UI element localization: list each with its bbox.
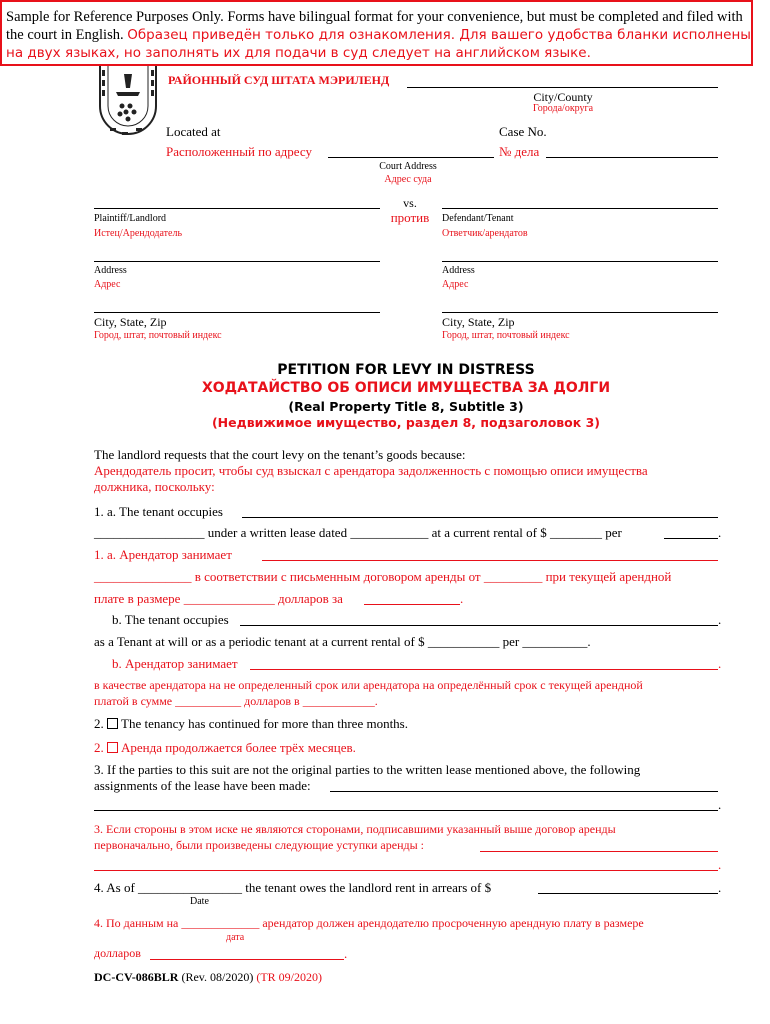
p1b-premises-field-ru[interactable] bbox=[250, 669, 718, 670]
notice-russian: Образец приведён только для ознакомления. Для вашего удобства бланки исполнены на двух языках, но заполнять их для подачи в суд следует на английском языке. bbox=[6, 27, 751, 61]
p3-assignments-field[interactable] bbox=[330, 791, 718, 792]
p1b-label-ru: b. Арендатор занимает bbox=[112, 656, 238, 671]
p1a-period-dot-ru: . bbox=[460, 591, 464, 606]
p2-text: The tenancy has continued for more than three months. bbox=[121, 716, 408, 731]
plaintiff-label: Plaintiff/Landlord bbox=[94, 213, 167, 224]
vs-label-ru: против bbox=[390, 210, 430, 225]
p2-number-ru: 2. bbox=[94, 740, 104, 755]
p4-text: 4. As of ________________ the tenant owes the landlord rent in arrears of $ bbox=[94, 880, 492, 895]
p1a-line3-ru: плате в размере ______________ долларов за bbox=[94, 591, 343, 606]
defendant-city-label: City, State, Zip bbox=[442, 315, 515, 329]
plaintiff-address-label: Address bbox=[94, 265, 127, 276]
subtitle-ru: (Недвижимое имущество, раздел 8, подзаголовок 3) bbox=[211, 415, 601, 430]
court-name-ru: РАЙОННЫЙ СУД ШТАТА МЭРИЛЕНД bbox=[168, 73, 390, 87]
p3-dot-ru: . bbox=[718, 857, 722, 872]
tenancy-checkbox[interactable] bbox=[107, 718, 118, 729]
p3-line2: assignments of the lease have been made: bbox=[94, 778, 311, 793]
defendant-label: Defendant/Tenant bbox=[442, 213, 514, 224]
defendant-city-label-ru: Город, штат, почтовый индекс bbox=[442, 330, 570, 341]
plaintiff-city-field[interactable] bbox=[94, 312, 380, 313]
p3-assignments-field-2[interactable] bbox=[94, 810, 718, 811]
p1a-label-ru: 1. а. Арендатор занимает bbox=[94, 547, 232, 562]
defendant-name-field[interactable] bbox=[442, 208, 718, 209]
p1b-line2-ru: в качестве арендатора на не определенный срок или арендатора на определённый срок с текущей арендной bbox=[94, 678, 643, 692]
case-no-field[interactable] bbox=[546, 157, 718, 158]
p1b-premises-field[interactable] bbox=[240, 625, 718, 626]
notice-english: Sample for Reference Purposes Only. Forms have bilingual format for your convenience, but must be completed and filed with the court in English. bbox=[6, 9, 743, 43]
defendant-address-label: Address bbox=[442, 265, 475, 276]
p1b-line2: as a Tenant at will or as a periodic tenant at a current rental of $ ___________ per __________. bbox=[94, 634, 591, 649]
form-id: DC-CV-086BLR bbox=[94, 970, 179, 984]
subtitle-en: (Real Property Title 8, Subtitle 3) bbox=[288, 399, 524, 414]
p1b-dot: . bbox=[718, 612, 722, 627]
p1a-period-field[interactable] bbox=[664, 538, 718, 539]
vs-label: vs. bbox=[403, 196, 417, 210]
plaintiff-name-field[interactable] bbox=[94, 208, 380, 209]
intro-text-ru-1: Арендодатель просит, чтобы суд взыскал с арендатора задолженность с помощью описи имущества bbox=[94, 463, 648, 478]
p4-date-label: Date bbox=[190, 896, 209, 907]
plaintiff-address-field[interactable] bbox=[94, 261, 380, 262]
p1a-label: 1. a. The tenant occupies bbox=[94, 504, 223, 519]
tenancy-checkbox-ru[interactable] bbox=[107, 742, 118, 753]
p4-amount-field-ru[interactable] bbox=[150, 959, 344, 960]
p2-row bbox=[94, 716, 408, 732]
court-seal-logo bbox=[96, 66, 160, 158]
title-ru: ХОДАТАЙСТВО ОБ ОПИСИ ИМУЩЕСТВА ЗА ДОЛГИ bbox=[201, 380, 611, 396]
p3-assignments-field-ru[interactable] bbox=[480, 851, 718, 852]
plaintiff-city-label: City, State, Zip bbox=[94, 315, 167, 329]
p1a-period-dot: . bbox=[718, 525, 722, 540]
plaintiff-label-ru: Истец/Арендодатель bbox=[94, 228, 183, 239]
p2-row-ru bbox=[94, 740, 356, 756]
case-no-label-ru: № дела bbox=[499, 144, 540, 159]
p3-line2-ru: первоначально, были произведены следующие уступки аренды : bbox=[94, 838, 424, 852]
plaintiff-city-label-ru: Город, штат, почтовый индекс bbox=[94, 330, 222, 341]
p3-text-ru: 3. Если стороны в этом иске не являются сторонами, подписавшими указанный выше договор аренды bbox=[94, 822, 616, 836]
form-tr: (TR 09/2020) bbox=[256, 970, 323, 984]
p1a-premises-field-ru[interactable] bbox=[262, 560, 718, 561]
title-en: PETITION FOR LEVY IN DISTRESS bbox=[277, 362, 535, 378]
p1b-line3-ru: платой в сумме ___________ долларов в ____________. bbox=[94, 694, 378, 708]
p1a-line2-ru: _______________ в соответствии с письменным договором аренды от _________ при текущей арендной bbox=[94, 569, 672, 584]
located-at-label: Located at bbox=[166, 124, 221, 139]
form-rev: (Rev. 08/2020) bbox=[181, 970, 254, 984]
plaintiff-address-label-ru: Адрес bbox=[94, 279, 121, 290]
p2-text-ru: Аренда продолжается более трёх месяцев. bbox=[121, 740, 356, 755]
seal-icon bbox=[96, 66, 160, 158]
city-county-field[interactable] bbox=[407, 87, 718, 88]
p3-assignments-field-ru-2[interactable] bbox=[94, 870, 718, 871]
p4-line2-ru: долларов bbox=[94, 946, 141, 960]
court-address-field[interactable] bbox=[328, 157, 494, 158]
p2-number: 2. bbox=[94, 716, 104, 731]
court-address-label: Court Address bbox=[379, 161, 437, 172]
defendant-address-field[interactable] bbox=[442, 261, 718, 262]
p4-amount-field[interactable] bbox=[538, 893, 718, 894]
p3-dot: . bbox=[718, 797, 722, 812]
p4-date-label-ru: дата bbox=[226, 932, 245, 943]
city-county-label: City/County bbox=[533, 90, 593, 104]
defendant-label-ru: Ответчик/арендатов bbox=[442, 228, 528, 239]
city-county-label-ru: Города/округа bbox=[532, 103, 594, 114]
form-footer bbox=[94, 970, 322, 985]
p1b-dot-ru: . bbox=[718, 656, 722, 671]
p1a-period-field-ru[interactable] bbox=[364, 604, 460, 605]
p4-dot: . bbox=[718, 880, 722, 895]
reference-notice-box bbox=[0, 0, 753, 66]
p1a-line2: _________________ under a written lease dated ____________ at a current rental of $ ________ per bbox=[94, 525, 622, 540]
case-no-label: Case No. bbox=[499, 124, 547, 139]
defendant-address-label-ru: Адрес bbox=[442, 279, 469, 290]
p4-text-ru: 4. По данным на _____________ арендатор должен арендодателю просроченную арендную плату в размере bbox=[94, 916, 644, 930]
court-address-label-ru: Адрес суда bbox=[384, 174, 432, 185]
p1a-premises-field[interactable] bbox=[242, 517, 718, 518]
p4-dot-ru: . bbox=[344, 946, 348, 961]
intro-text-ru-2: должника, поскольку: bbox=[94, 479, 215, 494]
located-at-label-ru: Расположенный по адресу bbox=[166, 144, 312, 159]
p3-text: 3. If the parties to this suit are not the original parties to the written lease mentioned above, the following bbox=[94, 762, 641, 777]
p1b-label: b. The tenant occupies bbox=[112, 612, 229, 627]
defendant-city-field[interactable] bbox=[442, 312, 718, 313]
intro-text: The landlord requests that the court levy on the tenant’s goods because: bbox=[94, 447, 466, 462]
